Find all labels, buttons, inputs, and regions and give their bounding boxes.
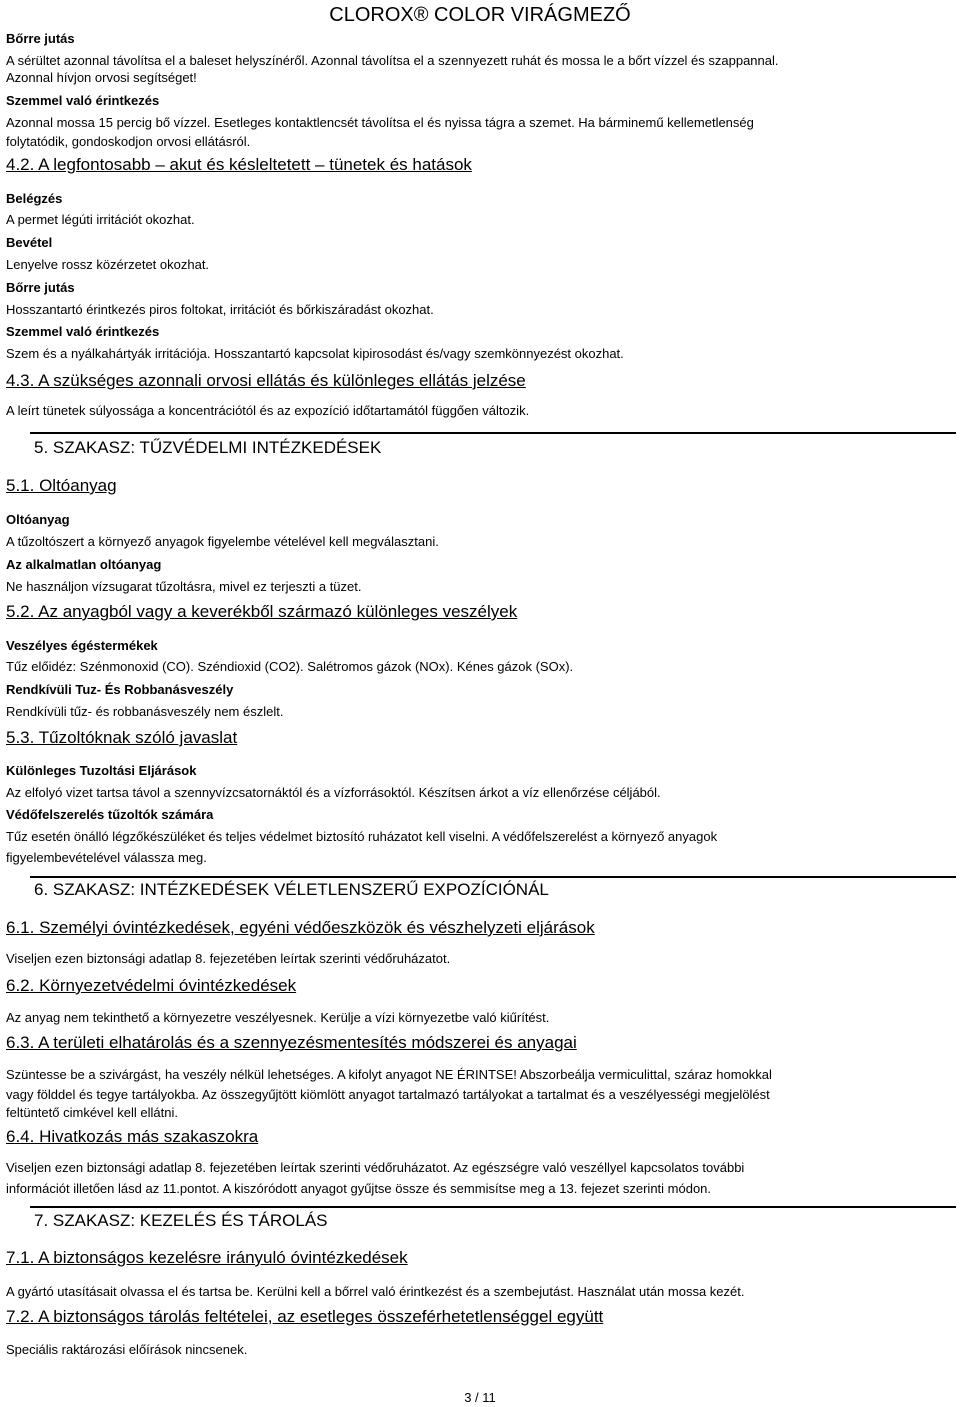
section-title: 5. SZAKASZ: TŰZVÉDELMI INTÉZKEDÉSEK [34, 438, 382, 457]
body-text: Az anyag nem tekinthető a környezetre veszélyesnek. Kerülje a vízi környezetbe való kiűrítést. [6, 1010, 550, 1025]
body-text: Viseljen ezen biztonsági adatlap 8. fejezetében leírtak szerinti védőruházatot. [6, 951, 451, 966]
body-text: figyelembevételével válassza meg. [6, 850, 207, 865]
body-text: A tűzoltószert a környező anyagok figyelembe vételével kell megválasztani. [6, 534, 439, 549]
body-text: Azonnal mossa 15 percig bő vízzel. Esetleges kontaktlencsét távolítsa el és nyissa tágra a szemet. Ha bárminemű kellemetlenség [6, 115, 754, 130]
document-title: CLOROX® COLOR VIRÁGMEZŐ [329, 4, 631, 26]
body-text: Azonnal hívjon orvosi segítséget! [6, 70, 197, 85]
subheading: Rendkívüli Tuz- És Robbanásveszély [6, 682, 234, 697]
subsection-title: 5.1. Oltóanyag [6, 476, 117, 495]
subheading: Szemmel való érintkezés [6, 324, 160, 339]
body-text: Szem és a nyálkahártyák irritációja. Hosszantartó kapcsolat kipirosodást és/vagy szemkönnyezést okozhat. [6, 346, 624, 361]
subheading: Különleges Tuzoltási Eljárások [6, 763, 197, 778]
subsection-title: 5.3. Tűzoltóknak szóló javaslat [6, 728, 238, 747]
body-text: Tűz esetén önálló légzőkészüléket és teljes védelmet biztosító ruházatot kell viselni. A védőfelszerelést a környező anyagok [6, 829, 718, 844]
page-number: 3 / 11 [464, 1390, 496, 1405]
body-text: Ne használjon vízsugarat tűzoltásra, mivel ez terjeszti a tüzet. [6, 579, 362, 594]
subsection-title: 7.2. A biztonságos tárolás feltételei, az esetleges összeférhetetlenséggel együtt [6, 1307, 604, 1326]
body-text: Lenyelve rossz közérzetet okozhat. [6, 257, 210, 272]
body-text: vagy földdel és tegye tartályokba. Az összegyűjtött kiömlött anyagot tartalmazó tartályokat a tartalmat és a veszélyességi megjelölést [6, 1087, 770, 1102]
body-text: folytatódik, gondoskodjon orvosi ellátásról. [6, 134, 251, 149]
body-text: Tűz előidéz: Szénmonoxid (CO). Széndioxid (CO2). Salétromos gázok (NOx). Kénes gázok (SOx). [6, 659, 574, 674]
subsection-title: 7.1. A biztonságos kezelésre irányuló óvintézkedések [6, 1248, 408, 1267]
body-text: A sérültet azonnal távolítsa el a baleset helyszínéről. Azonnal távolítsa el a szennyezett ruhát és mossa le a bőrt vízzel és szappannal. [6, 53, 779, 68]
section-7-rule [30, 1206, 956, 1208]
subheading: Veszélyes égéstermékek [6, 638, 158, 653]
subsection-title: 6.2. Környezetvédelmi óvintézkedések [6, 976, 297, 995]
body-text: Viseljen ezen biztonsági adatlap 8. fejezetében leírtak szerinti védőruházatot. Az egészségre való veszéllyel kapcsolatos további [6, 1160, 745, 1175]
subheading: Bőrre jutás [6, 280, 75, 295]
body-text: A leírt tünetek súlyossága a koncentrációtól és az expozíció időtartamától függően változik. [6, 403, 530, 418]
subsection-title: 5.2. Az anyagból vagy a keverékből származó különleges veszélyek [6, 602, 518, 621]
subsection-title: 6.4. Hivatkozás más szakaszokra [6, 1127, 259, 1146]
subsection-title: 6.3. A területi elhatárolás és a szennyezésmentesítés módszerei és anyagai [6, 1033, 577, 1052]
body-text: A permet légúti irritációt okozhat. [6, 212, 195, 227]
section-title: 7. SZAKASZ: KEZELÉS ÉS TÁROLÁS [34, 1211, 328, 1230]
section-5-rule [30, 432, 956, 434]
subsection-title: 4.2. A legfontosabb – akut és késleltetett – tünetek és hatások [6, 155, 472, 174]
subheading: Oltóanyag [6, 512, 70, 527]
subheading: Szemmel való érintkezés [6, 93, 160, 108]
subheading: Az alkalmatlan oltóanyag [6, 557, 162, 572]
section-title: 6. SZAKASZ: INTÉZKEDÉSEK VÉLETLENSZERŰ EXPOZÍCIÓNÁL [34, 880, 549, 899]
body-text: Az elfolyó vizet tartsa távol a szennyvízcsatornáktól és a vízforrásoktól. Készítsen árkot a víz ellenőrzése céljából. [6, 785, 661, 800]
subsection-title: 6.1. Személyi óvintézkedések, egyéni védőeszközök és vészhelyzeti eljárások [6, 918, 595, 937]
body-text: A gyártó utasításait olvassa el és tartsa be. Kerülni kell a bőrrel való érintkezést és a szembejutást. Használat után mossa kezét. [6, 1284, 745, 1299]
subheading: Bevétel [6, 235, 53, 250]
subheading: Belégzés [6, 191, 63, 206]
subheading: Védőfelszerelés tűzoltók számára [6, 807, 214, 822]
body-text: Speciális raktározási előírások nincsenek. [6, 1342, 248, 1357]
subheading: Bőrre jutás [6, 31, 75, 46]
section-6-rule [30, 876, 956, 878]
body-text: információt illetően lásd az 11.pontot. A kiszóródott anyagot gyűjtse össze és semmisítse meg a 13. fejezet szerinti módon. [6, 1181, 712, 1196]
body-text: Hosszantartó érintkezés piros foltokat, irritációt és bőrkiszáradást okozhat. [6, 302, 434, 317]
body-text: feltüntető cimkével kell ellátni. [6, 1105, 178, 1120]
body-text: Szüntesse be a szivárgást, ha veszély nélkül lehetséges. A kifolyt anyagot NE ÉRINTSE! Abszorbeálja vermiculittal, száraz homokkal [6, 1067, 772, 1082]
subsection-title: 4.3. A szükséges azonnali orvosi ellátás és különleges ellátás jelzése [6, 371, 526, 390]
body-text: Rendkívüli tűz- és robbanásveszély nem észlelt. [6, 704, 284, 719]
